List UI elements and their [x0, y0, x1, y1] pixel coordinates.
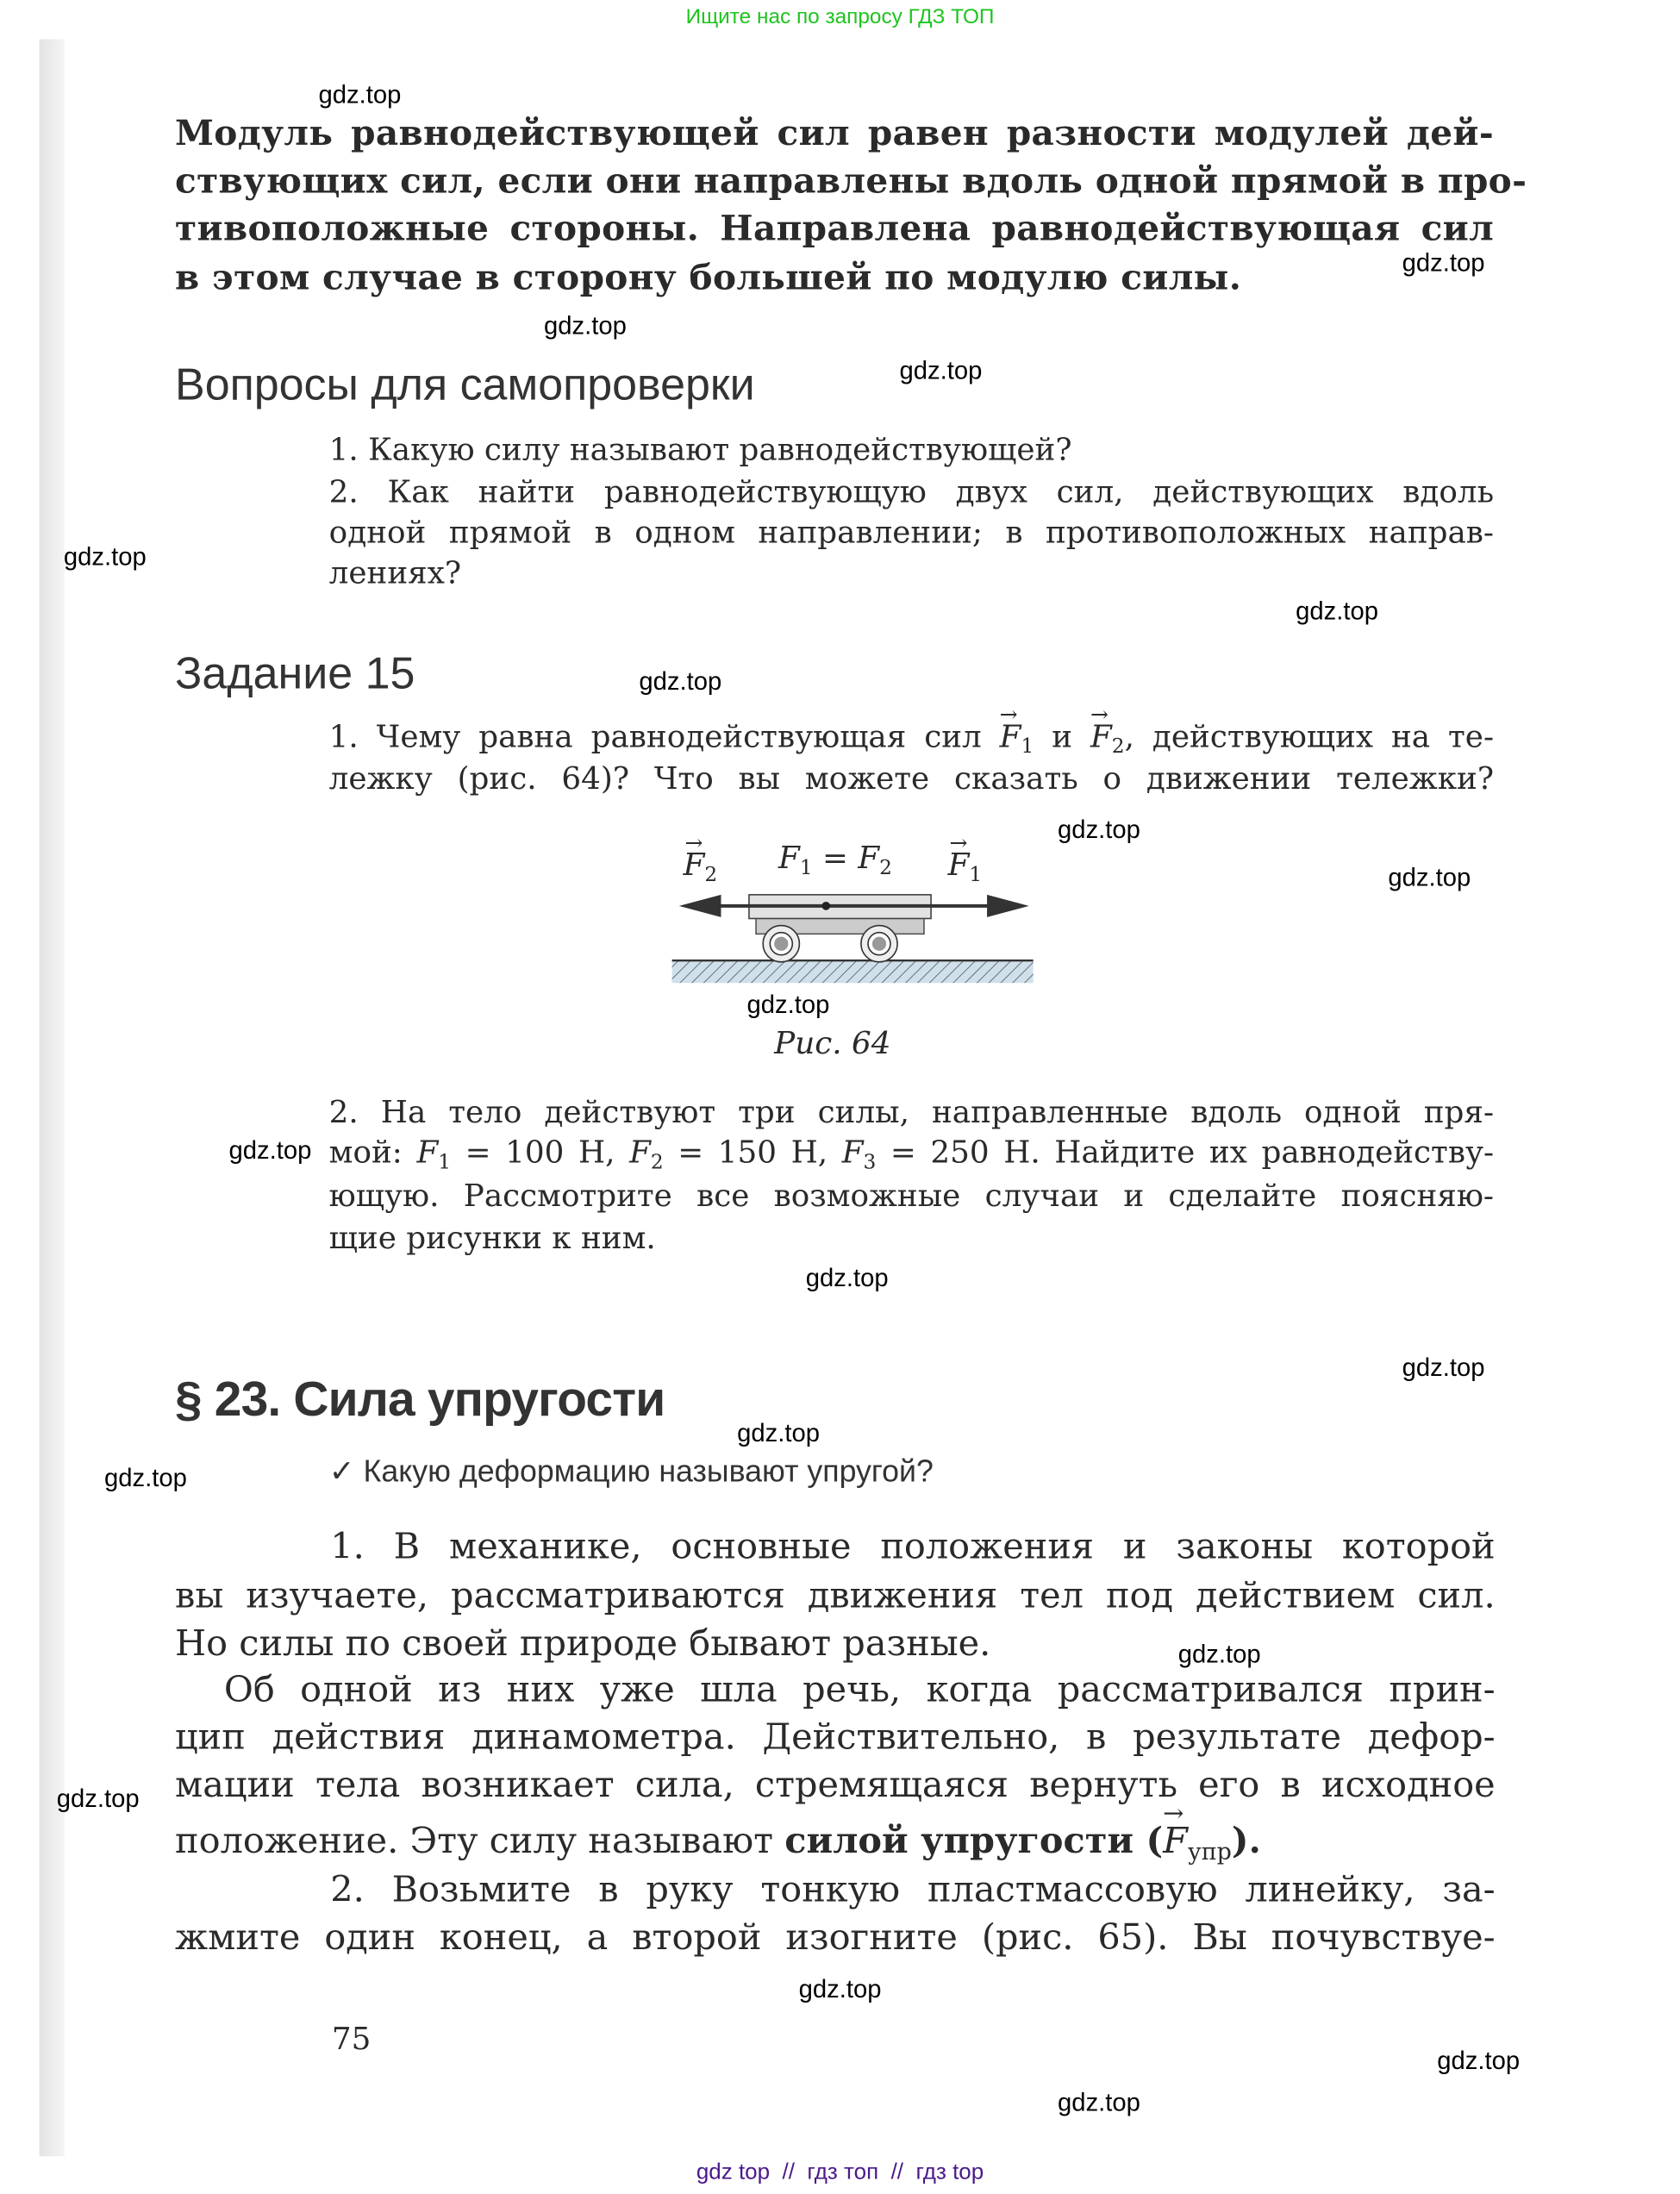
watermark: gdz.top: [228, 1136, 312, 1165]
figure-caption: Рис. 64: [774, 1027, 891, 1062]
body-line: Но силы по своей природе бывают разные.: [175, 1622, 991, 1666]
task-1-line: [329, 720, 1494, 758]
task-2-line: мой: $F_1 = 100$ Н, $F_2 = 150$ Н, $F_3 = 250$ Н. Найдите их равнодейству-: [328, 1135, 1495, 1175]
text-line: ствующих сил, если они направлены вдоль одной прямой в про-: [175, 159, 1527, 202]
page-binding-edge: [39, 39, 64, 2156]
arrow-right: [987, 895, 1029, 917]
body-line: мации тела возникает сила, стремящаяся вернуть его в исходное: [175, 1764, 1496, 1807]
text: 1. Чему равна равнодействующая сил: [328, 720, 1000, 756]
watermark: gdz.top: [1296, 597, 1379, 626]
watermark: gdz.top: [899, 356, 983, 384]
sub: 2: [1111, 735, 1125, 759]
watermark: gdz.top: [798, 1974, 882, 2003]
body-line: 2. Возьмите в руку тонкую пластмассовую линейку, за-: [330, 1869, 1496, 1912]
bottom-banner-link[interactable]: gdz top // гдз топ // гдз top: [696, 2160, 984, 2185]
question-2: 2. Как найти равнодействующую двух сил, действующих вдоль: [328, 475, 1495, 511]
label-f2: → $F_2$: [684, 848, 718, 886]
wheel-left: [763, 926, 799, 962]
arrow-left: [679, 895, 721, 917]
watermark: gdz.top: [1177, 1640, 1261, 1669]
text-line: в этом случае в сторону большей по модулю силы.: [175, 257, 1242, 298]
text-line: тивоположные стороны. Направлена равнодействующая сил: [175, 208, 1495, 249]
body-line: цип действия динамометра. Действительно, в результате дефор-: [175, 1716, 1496, 1759]
questions-heading: Вопросы для самопроверки: [175, 359, 755, 410]
watermark: gdz.top: [56, 1785, 140, 1813]
check-question: ✓ Какую деформацию называют упругой?: [328, 1453, 934, 1489]
watermark: gdz.top: [1388, 863, 1471, 891]
question-1: 1. Какую силу называют равнодействующей?: [328, 433, 1072, 469]
watermark: gdz.top: [746, 991, 830, 1019]
watermark: gdz.top: [1402, 248, 1485, 277]
body-line: жмите один конец, а второй изогните (рис. 65). Вы почувствуе-: [175, 1916, 1496, 1960]
watermark: gdz.top: [1402, 1353, 1485, 1382]
task-1-line: лежку (рис. 64)? Что вы можете сказать о движении тележки?: [328, 762, 1495, 797]
question-2: одной прямой в одном направлении; в противоположных направ-: [328, 516, 1495, 552]
watermark: gdz.top: [639, 666, 722, 696]
vector-f2: → F: [1090, 720, 1112, 755]
sub: 1: [1021, 735, 1034, 759]
watermark: gdz.top: [543, 311, 627, 340]
task-2-line: щие рисунки к ним.: [328, 1222, 656, 1257]
text: и: [1034, 720, 1090, 756]
watermark: gdz.top: [63, 542, 147, 571]
watermark: gdz.top: [1058, 2088, 1140, 2116]
label-equal: $F_1 = F_2$: [778, 841, 892, 880]
body-line: вы изучаете, рассматриваются движения тел под действием сил.: [175, 1575, 1496, 1617]
watermark: gdz.top: [805, 1263, 889, 1292]
label-f1: → $F_1$: [948, 848, 983, 886]
watermark: gdz.top: [1437, 2046, 1521, 2075]
text-line: Модуль равнодействующей сил равен разности модулей дей-: [175, 112, 1495, 153]
page-number: 75: [331, 2022, 372, 2058]
text: , действующих на те-: [1124, 720, 1495, 756]
question-2: лениях?: [328, 556, 462, 592]
watermark: gdz.top: [103, 1464, 187, 1492]
section-title: § 23. Сила упругости: [175, 1372, 665, 1428]
watermark: gdz.top: [737, 1419, 821, 1447]
ground-surface: [672, 960, 1034, 983]
task-2-line: 2. На тело действуют три силы, направленные вдоль одной пря-: [328, 1095, 1495, 1131]
task-2-line: ющую. Рассмотрите все возможные случаи и сделайте поясняю-: [328, 1179, 1495, 1215]
wheel-right: [861, 926, 897, 962]
vector-f1: → F: [1000, 720, 1021, 755]
body-line: 1. В механике, основные положения и законы которой: [330, 1526, 1496, 1569]
body-line: Об одной из них уже шла речь, когда рассматривался прин-: [223, 1669, 1496, 1711]
watermark: gdz.top: [318, 80, 402, 109]
top-banner-link[interactable]: Ищите нас по запросу ГДЗ ТОП: [685, 4, 995, 29]
task-heading: Задание 15: [175, 647, 415, 698]
body-line-elastic-force: положение. Эту силу называют силой упругости (→ $F_{упр}$).: [175, 1820, 1261, 1865]
watermark: gdz.top: [1058, 816, 1140, 844]
